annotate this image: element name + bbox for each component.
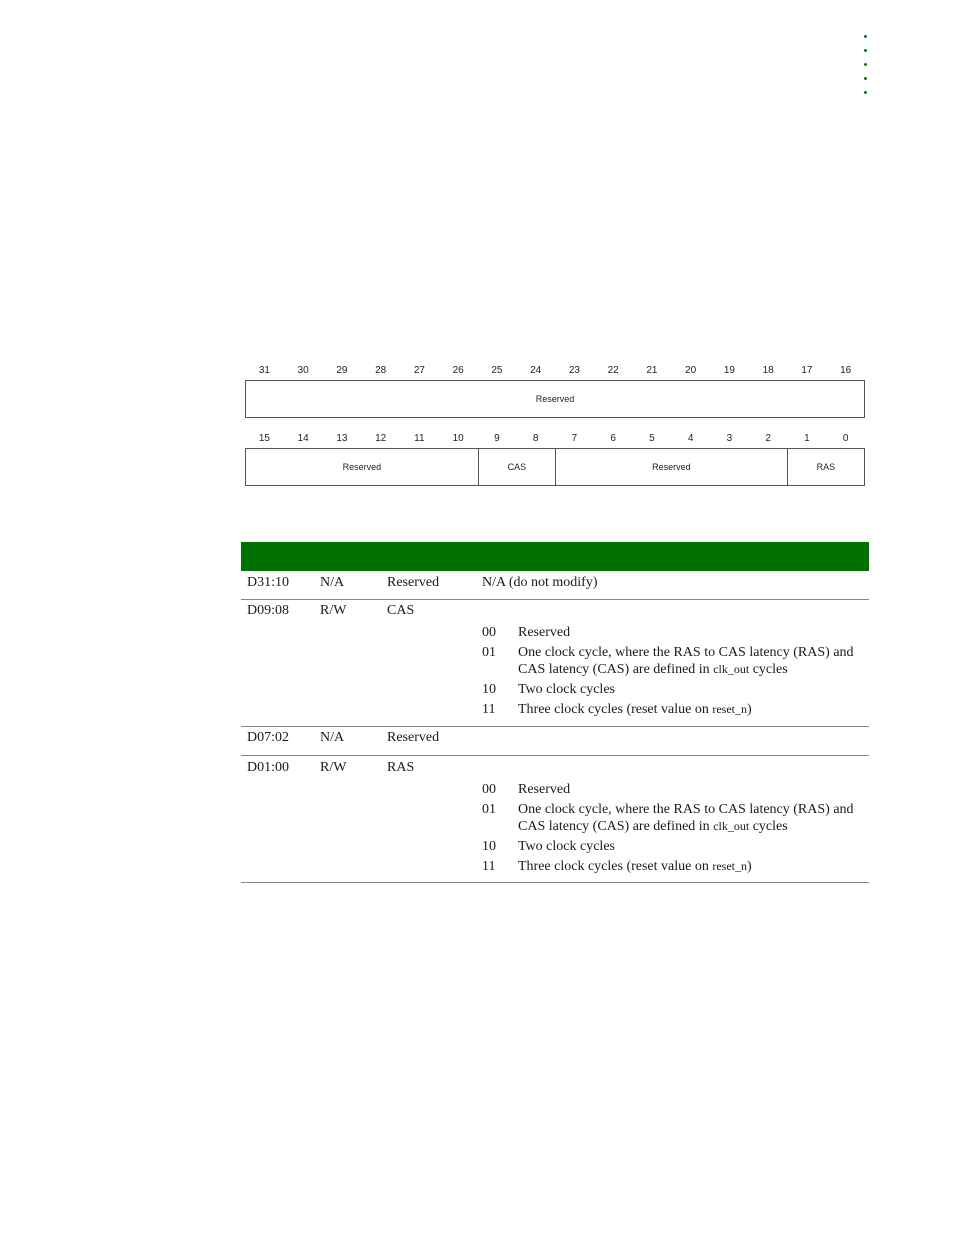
row-access: N/A [320,575,345,590]
field-reserved-upper: Reserved [535,394,575,404]
table-row [241,571,869,600]
row-access: R/W [320,603,347,618]
option-item [482,838,869,855]
option-item [482,858,869,875]
field-reserved-07-02: Reserved [555,449,787,485]
bit-number: 7 [571,433,578,444]
option-text: One clock cycle, where the RAS to CAS latency (RAS) and CAS latency (CAS) are defined in clk_out cycles [518,802,854,834]
row-mnemonic: CAS [387,603,415,618]
bit-number: 16 [840,365,852,376]
lower-bit-numbers [245,433,865,444]
bit-number: 23 [568,365,580,376]
option-code: 10 [482,682,496,697]
row-description: N/A (do not modify) [482,575,598,590]
signal-name: reset_n [712,859,748,873]
bit-number: 5 [649,433,655,444]
bit-number: 31 [258,365,270,376]
row-access: N/A [320,730,345,745]
dot-marker [864,35,867,38]
row-mnemonic: Reserved [387,730,440,745]
row-mnemonic: RAS [387,760,415,775]
field-ras: RAS [787,449,864,485]
bit-number: 22 [607,365,619,376]
row-bits: D09:08 [247,603,289,618]
row-bits: D31:10 [247,575,289,590]
bit-number: 15 [258,433,270,444]
bit-number: 14 [297,433,309,444]
signal-name: reset_n [712,702,748,716]
table-header [241,542,869,571]
option-code: 00 [482,782,496,797]
bit-description-table [241,542,869,883]
option-item [482,781,869,798]
signal-name: clk_out [713,662,750,676]
option-item [482,701,869,718]
bit-number: 27 [413,365,425,376]
bit-number: 19 [723,365,735,376]
dot-marker [864,49,867,52]
margin-dots [864,35,867,105]
bit-number: 13 [336,433,348,444]
bit-number: 2 [765,433,771,444]
bit-number: 28 [375,365,387,376]
option-item [482,801,869,835]
row-bits: D01:00 [247,760,289,775]
bit-number: 8 [532,433,539,444]
upper-bit-numbers [245,365,865,376]
bit-number: 20 [685,365,697,376]
field-reserved-15-10: Reserved [342,462,382,472]
bit-number: 30 [297,365,309,376]
bit-number: 25 [491,365,503,376]
bit-number: 26 [452,365,464,376]
bit-number: 29 [336,365,348,376]
option-code: 01 [482,802,496,817]
option-text: One clock cycle, where the RAS to CAS latency (RAS) and CAS latency (CAS) are defined in clk_out cycles [518,645,854,677]
bit-number: 9 [494,433,500,444]
bit-number: 21 [646,365,658,376]
bit-number: 12 [375,433,387,444]
bit-number: 0 [842,433,849,444]
dot-marker [864,77,867,80]
option-item [482,681,869,698]
bit-number: 17 [801,365,813,376]
option-code: 10 [482,839,496,854]
option-code: 00 [482,625,496,640]
option-text: Three clock cycles (reset value on reset_n) [518,859,752,874]
register-upper-row [245,380,865,418]
option-text: Two clock cycles [518,682,615,697]
row-access: R/W [320,760,347,775]
option-list [482,781,869,878]
bit-number: 18 [762,365,774,376]
bit-number: 11 [414,433,425,444]
option-text: Three clock cycles (reset value on reset_n) [518,702,752,717]
option-item [482,644,869,678]
table-row [241,727,869,756]
option-list [482,624,869,721]
dot-marker [864,91,867,94]
dot-marker [864,63,867,66]
option-text: Two clock cycles [518,839,615,854]
option-code: 01 [482,645,496,660]
bit-number: 10 [452,433,464,444]
option-code: 11 [482,859,496,874]
row-mnemonic: Reserved [387,575,440,590]
option-text: Reserved [518,782,571,797]
bit-number: 1 [804,433,810,444]
option-code: 11 [482,702,496,717]
bit-number: 6 [610,433,616,444]
row-bits: D07:02 [247,730,289,745]
signal-name: clk_out [713,819,750,833]
option-item [482,624,869,641]
table-row [241,756,869,883]
bit-number: 4 [687,433,694,444]
option-text: Reserved [518,625,571,640]
table-row [241,600,869,727]
bit-number: 3 [726,433,733,444]
bit-number: 24 [530,365,542,376]
field-cas: CAS [478,449,555,485]
register-lower-row [245,448,865,486]
